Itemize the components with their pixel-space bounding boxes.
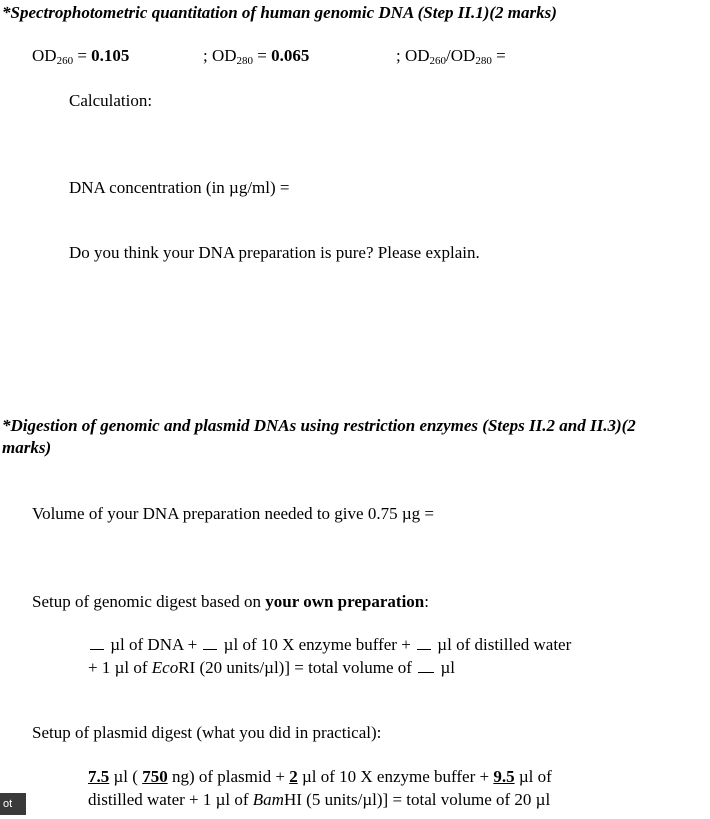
od280-sub: 280 [236,55,254,67]
od260-value: 0.105 [91,46,130,65]
od280-prefix: ; OD [203,46,237,65]
ratio-mid: /OD [446,46,476,65]
od280-value: 0.065 [271,46,310,65]
genomic-line1-b: µl of 10 X enzyme buffer + [223,635,411,654]
od260-label: OD [32,46,57,65]
genomic-enzyme: Eco [151,658,179,677]
plasmid-water-volume: 9.5 [493,767,515,786]
genomic-line1-c: µl of distilled water [437,635,572,654]
blank-water-volume[interactable] [417,635,431,650]
od280-reading [203,46,309,66]
plasmid-line2-a: distilled water + 1 µl of [88,790,253,809]
genomic-digest-line1 [88,635,571,655]
calculation-label: Calculation: [69,91,153,110]
genomic-line2-c: µl [440,658,455,677]
plasmid-line2-b: HI (5 units/µl)] = total volume of 20 µl [283,790,551,809]
genomic-line1-a: µl of DNA + [110,635,198,654]
od260-sub: 260 [56,55,74,67]
od280-eq: = [253,46,272,65]
plasmid-line1-d: µl of [514,767,552,786]
section1-heading: *Spectrophotometric quantitation of human genomic DNA (Step II.1)(2 marks) [2,3,557,22]
plasmid-digest-line1 [88,767,552,787]
volume-label: Volume of your DNA preparation needed to give 0.75 µg = [32,504,434,523]
genomic-setup-prefix: Setup of genomic digest based on [32,592,266,611]
side-tab[interactable]: ot [0,793,26,815]
ratio-sub1: 260 [429,55,447,67]
plasmid-line1-a: µl ( [109,767,143,786]
plasmid-enzyme: Bam [252,790,284,809]
plasmid-line1-c: µl of 10 X enzyme buffer + [297,767,494,786]
od260-reading [32,46,129,66]
od260-eq: = [73,46,92,65]
blank-dna-volume[interactable] [90,635,104,650]
genomic-line2-b: RI (20 units/µl)] = total volume of [178,658,412,677]
ratio-sub2: 280 [475,55,492,67]
plasmid-ng: 750 [142,767,168,786]
genomic-line2-a: + 1 µl of [88,658,152,677]
genomic-setup-suffix: : [424,592,429,611]
plasmid-dna-volume: 7.5 [88,767,110,786]
ratio-eq: = [491,46,506,65]
genomic-setup-label [32,592,429,612]
genomic-setup-bold: your own preparation [265,592,425,611]
section2-heading-line1: *Digestion of genomic and plasmid DNAs using restriction enzymes (Steps II.2 and II.3)(2 [2,416,636,435]
plasmid-digest-line2 [88,790,550,810]
concentration-label: DNA concentration (in µg/ml) = [69,178,290,197]
plasmid-setup-label: Setup of plasmid digest (what you did in practical): [32,723,382,742]
genomic-digest-line2 [88,658,455,678]
purity-question: Do you think your DNA preparation is pure? Please explain. [69,243,480,262]
ratio-prefix: ; OD [396,46,430,65]
blank-buffer-volume[interactable] [203,635,217,650]
plasmid-line1-b: ng) of plasmid + [167,767,290,786]
od-ratio [396,46,506,66]
plasmid-buffer-volume: 2 [289,767,298,786]
blank-total-volume[interactable] [418,658,434,673]
section2-heading-line2: marks) [2,438,52,457]
